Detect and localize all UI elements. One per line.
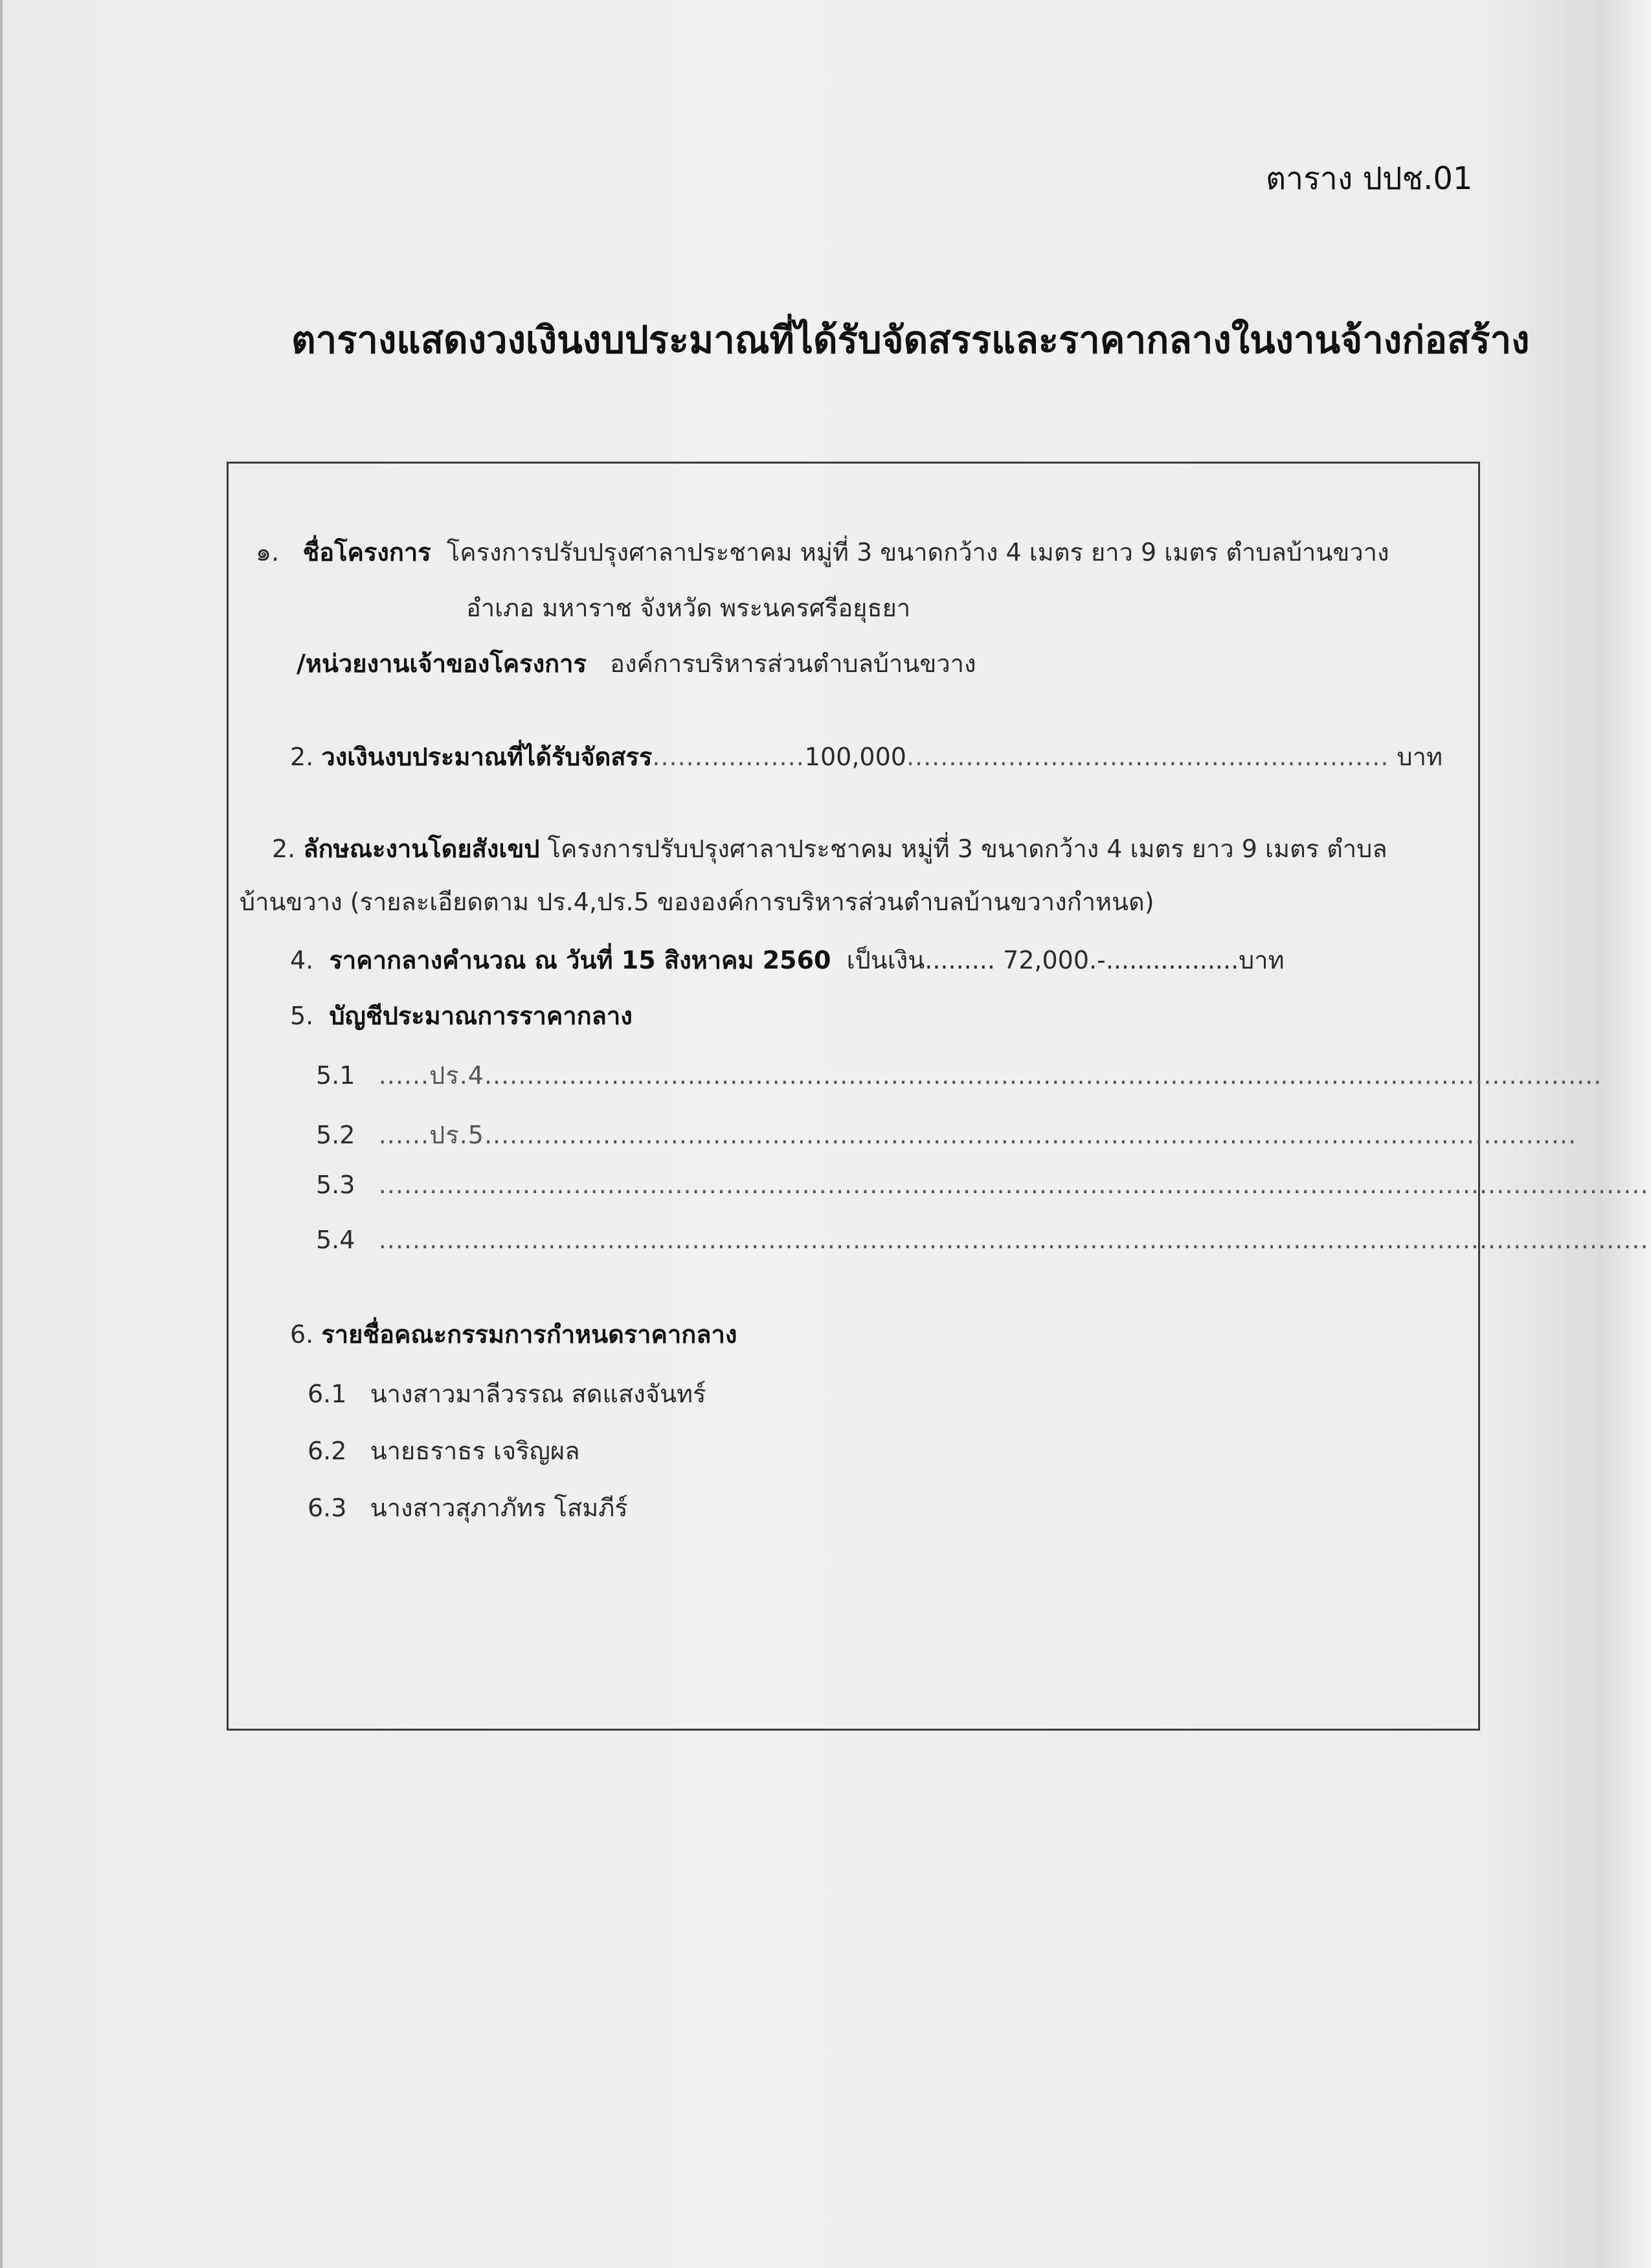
item-number: ๑. — [256, 538, 280, 567]
estimate-heading — [290, 996, 633, 1035]
estimate-row-number: 5.4 — [316, 1226, 355, 1254]
dotted-leader: .................. — [652, 743, 805, 771]
description-label: ลักษณะงานโดยสังเขป — [303, 835, 540, 863]
description-line — [272, 829, 1387, 868]
estimate-row — [316, 1115, 1577, 1154]
median-price-suffix: .................บาท — [1105, 946, 1285, 974]
estimate-label: บัญชีประมาณการราคากลาง — [329, 1002, 633, 1030]
estimate-row-number: 5.3 — [316, 1171, 355, 1199]
committee-heading — [290, 1314, 737, 1354]
item-number: 6. — [290, 1320, 314, 1349]
form-code: ตาราง ปปช.01 — [1266, 161, 1473, 197]
estimate-row-text: ......ปร.4.................................................................................................................................... — [378, 1061, 1602, 1090]
member-name: นางสาวมาลีวรรณ สดแสงจันทร์ — [370, 1380, 706, 1408]
agency-value: องค์การบริหารส่วนตำบลบ้านขวาง — [610, 649, 976, 678]
scan-edge — [0, 0, 3, 2268]
member-number: 6.3 — [308, 1494, 347, 1522]
estimate-row-text: ......ปร.5................................................................................................................................. — [378, 1121, 1577, 1149]
committee-member — [308, 1488, 628, 1527]
description-value: โครงการปรับปรุงศาลาประชาคม หมู่ที่ 3 ขนาดกว้าง 4 เมตร ยาว 9 เมตร ตำบล — [547, 835, 1387, 863]
estimate-row-text: ...................................................................................................................................................... — [378, 1171, 1649, 1199]
estimate-row — [316, 1055, 1602, 1095]
budget-unit: บาท — [1397, 743, 1443, 771]
committee-member — [308, 1431, 580, 1470]
member-name: นายธราธร เจริญผล — [370, 1437, 580, 1465]
budget-label: วงเงินงบประมาณที่ได้รับจัดสรร — [321, 743, 653, 771]
project-name-value: โครงการปรับปรุงศาลาประชาคม หมู่ที่ 3 ขนาดกว้าง 4 เมตร ยาว 9 เมตร ตำบลบ้านขวาง — [446, 538, 1389, 567]
project-name-label: ชื่อโครงการ — [302, 538, 431, 567]
median-price-value: 72,000.- — [1003, 946, 1106, 974]
item-number: 2. — [290, 743, 314, 771]
committee-member — [308, 1374, 706, 1413]
budget-line — [290, 737, 1443, 776]
estimate-row-number: 5.1 — [316, 1061, 355, 1090]
estimate-row-number: 5.2 — [316, 1121, 355, 1149]
item-number: 5. — [290, 1002, 314, 1030]
estimate-row — [316, 1226, 1649, 1254]
document-title: ตารางแสดงวงเงินงบประมาณที่ได้รับจัดสรรและราคากลางในงานจ้างก่อสร้าง — [291, 318, 1530, 362]
median-price-prefix: เป็นเงิน......... — [846, 946, 995, 974]
dotted-leader: ......................................................... — [906, 743, 1389, 771]
budget-value: 100,000 — [804, 743, 906, 771]
item-number: 2. — [272, 835, 296, 863]
project-name-line — [256, 532, 1389, 572]
estimate-row — [316, 1171, 1649, 1199]
member-number: 6.2 — [308, 1437, 347, 1465]
committee-label: รายชื่อคณะกรรมการกำหนดราคากลาง — [321, 1320, 737, 1349]
estimate-row-text: ...................................................................................................................................................... — [378, 1226, 1649, 1254]
member-number: 6.1 — [308, 1380, 347, 1408]
agency-line — [297, 644, 976, 683]
median-price-label: ราคากลางคำนวณ ณ วันที่ 15 สิงหาคม 2560 — [329, 946, 831, 974]
description-line-cont: บ้านขวาง (รายละเอียดตาม ปร.4,ปร.5 ขององค์การบริหารส่วนตำบลบ้านขวางกำหนด) — [240, 888, 1154, 916]
agency-label: /หน่วยงานเจ้าของโครงการ — [297, 649, 587, 678]
median-price-line — [290, 940, 1285, 980]
member-name: นางสาวสุภาภัทร โสมภีร์ — [370, 1494, 628, 1522]
item-number: 4. — [290, 946, 314, 974]
project-location-line: อำเภอ มหาราช จังหวัด พระนครศรีอยุธยา — [466, 594, 911, 622]
